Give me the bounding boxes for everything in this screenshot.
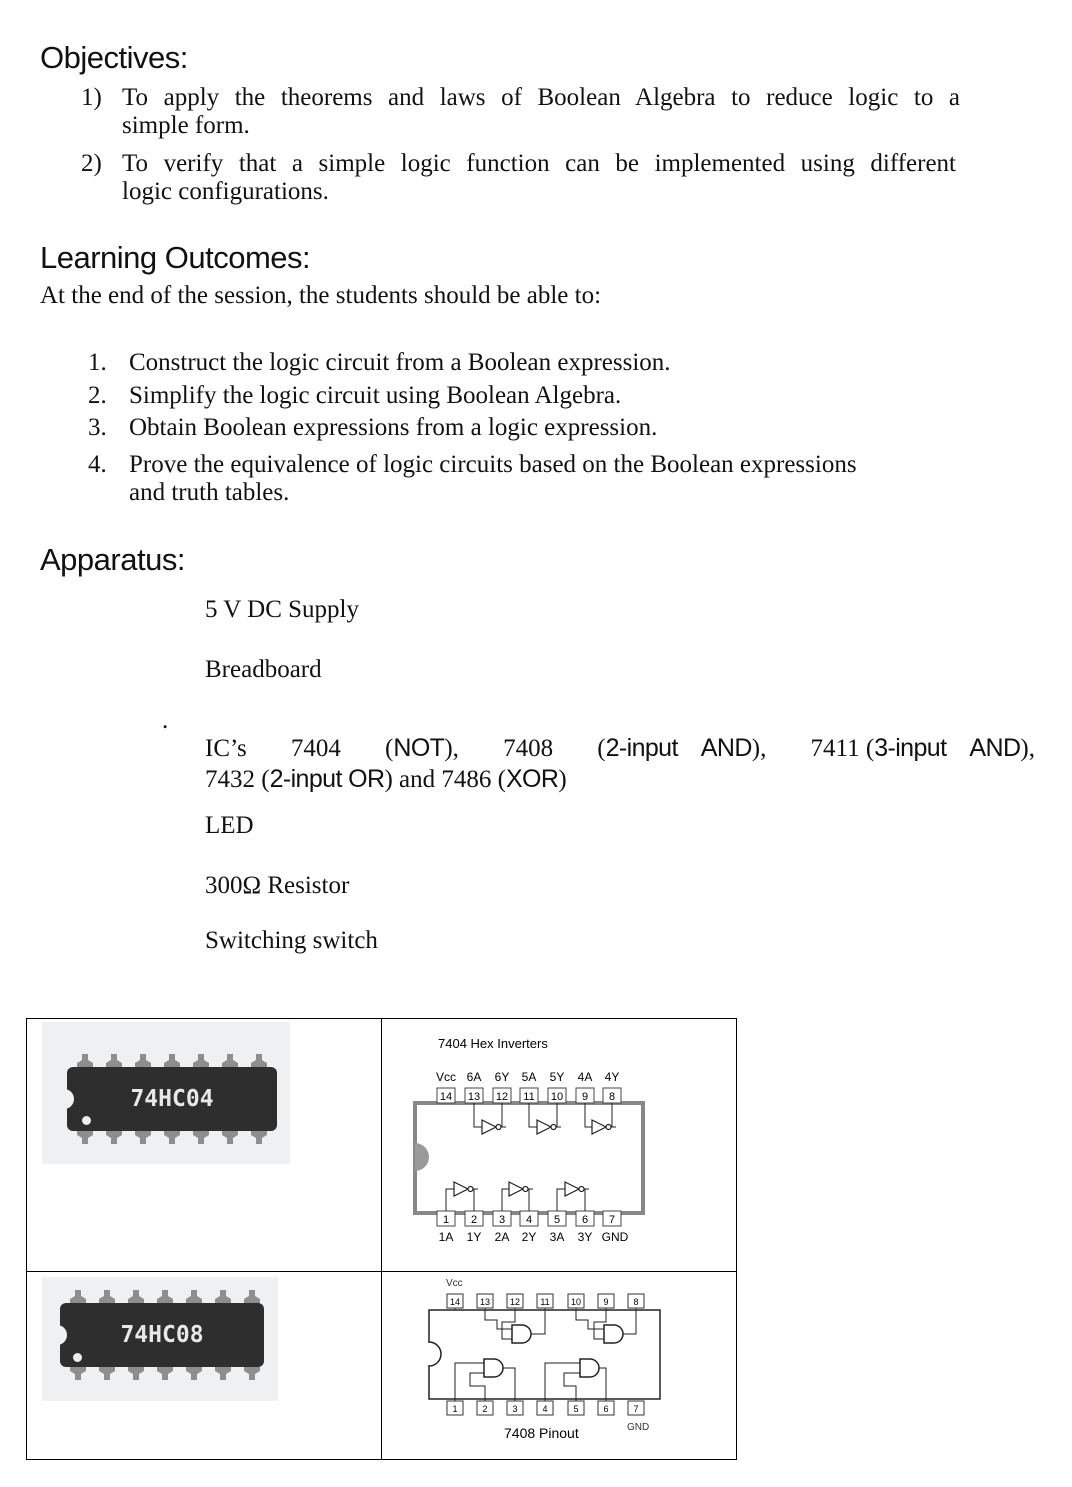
diagram-7408-top-pin-number: 8 [633, 1297, 639, 1307]
diagram-7404-cell [382, 1019, 737, 1272]
apparatus-heading: Apparatus: [40, 542, 185, 577]
chip-74hc04-body [67, 1067, 277, 1131]
chip-74hc04-bottom-pin [222, 1131, 238, 1144]
outcome-3-text: Obtain Boolean expressions from a logic expression. [129, 414, 658, 441]
apparatus-switch: Switching switch [205, 927, 378, 954]
diagram-7404-top-name: 6A [466, 1070, 482, 1084]
ic-7411-group: 7411 (3-input AND), [810, 734, 1035, 762]
diagram-7404-top-name: 5A [521, 1070, 537, 1084]
chip-74hc04-label: 74HC04 [130, 1086, 214, 1112]
diagram-7408-top-pin-number: 14 [449, 1297, 461, 1307]
chip-74hc08-top-pin [157, 1290, 173, 1303]
outcome-1-text: Construct the logic circuit from a Boolean expression. [129, 349, 671, 376]
diagram-7404-bottom-pin-number: 7 [608, 1214, 616, 1226]
diagram-7408 [382, 1272, 736, 1454]
chip-74hc08-bottom-pin [128, 1367, 144, 1380]
diagram-7404-bottom-pin-number: 6 [581, 1214, 589, 1226]
chip-74hc08-top-pin [186, 1290, 202, 1303]
diagram-7408-top-pin-number: 12 [509, 1297, 521, 1307]
chip-74hc08-bottom-pin [215, 1367, 231, 1380]
chip-74hc04-cell [27, 1019, 382, 1272]
chip-74hc08-top-pin [215, 1290, 231, 1303]
chip-74hc08-photo [42, 1277, 278, 1401]
chip-74hc04-top-pin [251, 1054, 267, 1067]
chip-74hc04-top-pin [164, 1054, 180, 1067]
diagram-7404-bottom-name: GND [601, 1230, 629, 1244]
diagram-7404-bottom-pin-number: 3 [498, 1214, 506, 1226]
ic-7404-type-group: (NOT), [385, 734, 459, 762]
apparatus-resistor: 300Ω Resistor [205, 872, 350, 899]
outcomes-heading: Learning Outcomes: [40, 240, 311, 275]
outcome-1-marker: 1. [88, 349, 107, 376]
diagram-7408-bottom-pin-number: 3 [512, 1404, 518, 1414]
ic-7486-type: XOR [505, 765, 559, 793]
diagram-7408-bottom-pin-number: 7 [633, 1404, 639, 1414]
ic-7408-type: 2-input AND [605, 734, 752, 762]
diagram-7404-bottom-pin-number: 5 [553, 1214, 561, 1226]
and-gate [512, 1325, 531, 1343]
chip-74hc08-bottom-pin [70, 1367, 86, 1380]
diagram-7404-top-pin-number: 12 [495, 1091, 509, 1103]
diagram-7404-bottom-name: 1A [438, 1230, 454, 1244]
ic-table-row-7408 [27, 1272, 737, 1460]
diagram-7404-bottom-name: 2Y [521, 1230, 537, 1244]
chip-74hc04-top-pin [193, 1054, 209, 1067]
chip-74hc08-top-pin [70, 1290, 86, 1303]
ic-table-row-7404 [27, 1019, 737, 1272]
ic-7408-number: 7408 [503, 735, 554, 762]
chip-74hc04-bottom-pin [106, 1131, 122, 1144]
chip-74hc08-bottom-pin [157, 1367, 173, 1380]
objective-1-marker: 1) [81, 84, 102, 111]
diagram-7408-bottom-pin-number: 6 [603, 1404, 609, 1414]
ic-7432-type: 2-input OR [269, 765, 385, 793]
objective-1-line2: simple form. [122, 112, 250, 139]
diagram-7404-bottom-pin-number: 1 [442, 1214, 450, 1226]
outcome-4-line2: and truth tables. [129, 479, 290, 506]
ic-7404-number: 7404 [290, 735, 341, 762]
diagram-7408-cell [382, 1272, 737, 1460]
diagram-7404-top-name: 5Y [549, 1070, 565, 1084]
diagram-7404-bottom-pin-number: 4 [525, 1214, 533, 1226]
objective-2-marker: 2) [81, 150, 102, 177]
diagram-7408-notch-gap [427, 1343, 431, 1365]
ic-7486-number: 7486 [441, 766, 492, 793]
chip-74hc04-top-pin [106, 1054, 122, 1067]
chip-74hc08-bottom-pin [244, 1367, 260, 1380]
chip-74hc08-top-pin [244, 1290, 260, 1303]
apparatus-ics [205, 733, 1035, 795]
diagram-7404-top-name: 6Y [494, 1070, 510, 1084]
and-gate [484, 1359, 503, 1377]
diagram-7408-top-pin-number: 11 [540, 1297, 550, 1307]
diagram-7408-bottom-pin-number: 1 [452, 1404, 458, 1414]
chip-74hc04-bottom-pin [164, 1131, 180, 1144]
diagram-7404-top-name: Vcc [435, 1070, 457, 1084]
diagram-7408-bottom-pin-number: 5 [573, 1404, 579, 1414]
diagram-7404-bottom-pin-number: 2 [470, 1214, 478, 1226]
diagram-7408-vcc: Vcc [446, 1278, 463, 1289]
objective-2-text [122, 150, 956, 206]
diagram-7404-top-pin-number: 9 [581, 1091, 589, 1103]
diagram-7404-top-pin-number: 11 [523, 1091, 535, 1103]
apparatus-ics-line1 [205, 733, 1035, 764]
diagram-7404-bottom-name: 3Y [577, 1230, 593, 1244]
diagram-7408-top-pin-number: 9 [603, 1297, 609, 1307]
diagram-7404 [382, 1019, 736, 1266]
ics-prefix: IC’s [205, 735, 247, 762]
objective-1-text [122, 84, 960, 140]
outcome-2-text: Simplify the logic circuit using Boolean Algebra. [129, 382, 622, 409]
chip-74hc04-photo [42, 1022, 290, 1164]
chip-74hc08-pin1-dot [73, 1353, 82, 1362]
diagram-7408-top-row [447, 1294, 644, 1310]
ics-and-word: and [399, 766, 436, 793]
chip-74hc08-bottom-pin [99, 1367, 115, 1380]
chip-74hc08-label: 74HC08 [120, 1322, 204, 1348]
diagram-7404-top-pin-number: 10 [550, 1091, 564, 1103]
ic-pinout-table [26, 1018, 737, 1460]
outcome-4-line1: Prove the equivalence of logic circuits based on the Boolean expressions [129, 451, 857, 478]
diagram-7404-top-name: 4Y [604, 1070, 620, 1084]
apparatus-breadboard: Breadboard [205, 656, 322, 683]
outcome-4-marker: 4. [88, 451, 107, 478]
ic-7411-type: 3-input AND [874, 734, 1021, 762]
diagram-7404-top-pin-number: 8 [608, 1091, 616, 1103]
chip-74hc04-bottom-pin [193, 1131, 209, 1144]
ic-7411-number: 7411 [810, 735, 860, 762]
ic-7432-number: 7432 [205, 766, 255, 793]
outcomes-intro: At the end of the session, the students should be able to: [40, 282, 602, 309]
objective-2-line1: To verify that a simple logic function can be implemented using different [122, 150, 956, 177]
ic-7404-type: NOT [393, 734, 445, 762]
diagram-7408-bottom-pin-number: 2 [482, 1404, 488, 1414]
chip-74hc04-bottom-pin [135, 1131, 151, 1144]
chip-74hc04-top-pin [135, 1054, 151, 1067]
ic-7408-type-group: (2-input AND), [597, 734, 767, 762]
objective-2-line2: logic configurations. [122, 178, 329, 205]
diagram-7404-bottom-row [437, 1211, 629, 1244]
objectives-heading: Objectives: [40, 40, 188, 75]
chip-74hc08-top-pin [128, 1290, 144, 1303]
and-gate [580, 1359, 599, 1377]
diagram-7408-bottom-row [447, 1401, 644, 1415]
outcome-3-marker: 3. [88, 414, 107, 441]
chip-74hc08-body [60, 1303, 264, 1367]
chip-74hc04-bottom-pin [77, 1131, 93, 1144]
diagram-7408-caption: 7408 Pinout [504, 1425, 579, 1441]
diagram-7404-top-name: 4A [577, 1070, 593, 1084]
diagram-7404-title: 7404 Hex Inverters [438, 1036, 548, 1051]
chip-74hc08-cell [27, 1272, 382, 1460]
apparatus-bullet-dot: . [162, 707, 169, 734]
diagram-7404-top-pin-number: 14 [439, 1091, 453, 1103]
diagram-7404-top-pin-number: 13 [467, 1091, 481, 1103]
chip-74hc08-bottom-pin [186, 1367, 202, 1380]
chip-74hc04-pin1-dot [82, 1116, 91, 1125]
diagram-7408-gnd: GND [627, 1422, 650, 1433]
diagram-7408-bottom-pin-number: 4 [542, 1404, 548, 1414]
diagram-7404-bottom-name: 2A [494, 1230, 510, 1244]
and-gate [604, 1325, 623, 1343]
diagram-7404-bottom-name: 1Y [466, 1230, 482, 1244]
chip-74hc04-bottom-pin [251, 1131, 267, 1144]
outcome-4-text [129, 451, 949, 507]
diagram-7408-top-pin-number: 10 [570, 1297, 582, 1307]
chip-74hc08-top-pin [99, 1290, 115, 1303]
chip-74hc04-top-pin [222, 1054, 238, 1067]
objective-1-line1: To apply the theorems and laws of Boolean Algebra to reduce logic to a [122, 84, 960, 111]
apparatus-led: LED [205, 812, 254, 839]
apparatus-ics-line2: 7432 (2-input OR) and 7486 (XOR) [205, 765, 567, 793]
diagram-7404-top-row [436, 1070, 621, 1103]
diagram-7408-top-pin-number: 13 [479, 1297, 491, 1307]
outcome-2-marker: 2. [88, 382, 107, 409]
diagram-7404-bottom-name: 3A [549, 1230, 565, 1244]
chip-74hc04-top-pin [77, 1054, 93, 1067]
apparatus-supply: 5 V DC Supply [205, 596, 359, 623]
